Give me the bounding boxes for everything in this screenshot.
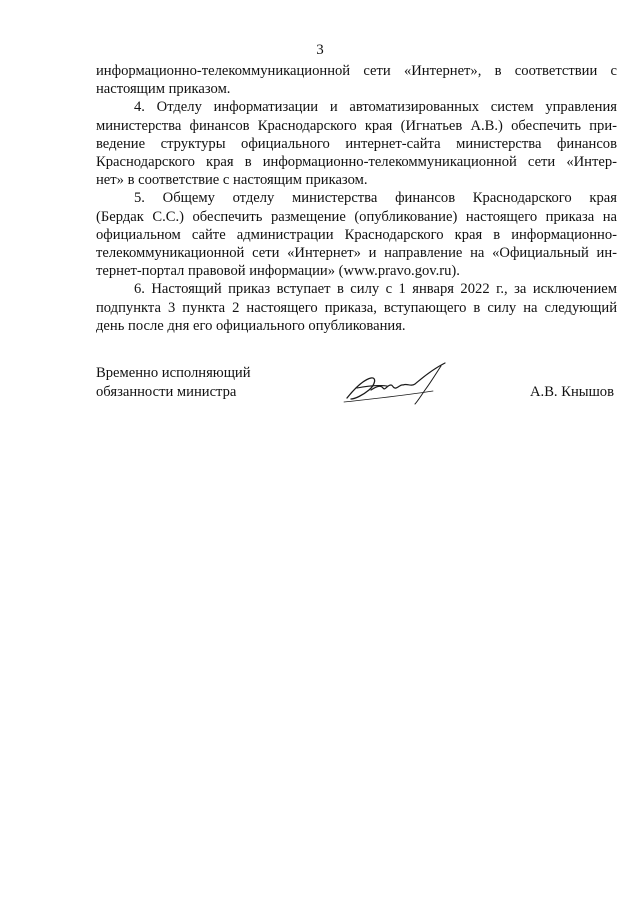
signatory-title <box>96 364 251 402</box>
text-line: ведение структуры официального интернет-сайта министерства финансов <box>96 135 617 152</box>
text-line: настоящим приказом. <box>96 81 231 98</box>
text-line: 5. Общему отделу министерства финансов Краснодарского края <box>134 190 617 207</box>
document-body <box>96 62 617 335</box>
text-line: нет» в соответствие с настоящим приказом. <box>96 172 368 189</box>
text-line: информационно-телекоммуникационной сети «Интернет», в соответствии с <box>96 63 617 79</box>
paragraph-continuation <box>96 62 617 98</box>
text-line: Краснодарского края в информационно-телекоммуникационной сети «Интер- <box>96 154 617 171</box>
signatory-name: А.В. Кнышов <box>530 384 614 400</box>
signatory-title-line: Временно исполняющий <box>96 365 251 381</box>
text-line: тернет-портал правовой информации» (www.pravo.gov.ru). <box>96 263 460 280</box>
text-line: 6. Настоящий приказ вступает в силу с 1 января 2022 г., за исключением <box>134 281 617 298</box>
text-line: 4. Отделу информатизации и автоматизированных систем управления <box>134 99 617 116</box>
signature-block <box>96 364 617 424</box>
text-line: телекоммуникационной сети «Интернет» и направление на «Официальный ин- <box>96 245 617 262</box>
page-number: 3 <box>316 42 324 58</box>
handwritten-signature-icon <box>341 358 461 408</box>
text-line: подпункта 3 пункта 2 настоящего приказа, вступающего в силу на следующий <box>96 299 617 316</box>
paragraph-item-6 <box>96 280 617 335</box>
paragraph-item-4 <box>96 98 617 189</box>
text-line: министерства финансов Краснодарского края (Игнатьев А.В.) обеспечить при- <box>96 117 617 134</box>
paragraph-item-5 <box>96 189 617 280</box>
text-line: (Бердак С.С.) обеспечить размещение (опубликование) настоящего приказа на <box>96 208 617 225</box>
signatory-title-line: обязанности министра <box>96 384 237 400</box>
text-line: официальном сайте администрации Краснодарского края в информационно- <box>96 226 617 243</box>
text-line: день после дня его официального опубликования. <box>96 317 406 334</box>
